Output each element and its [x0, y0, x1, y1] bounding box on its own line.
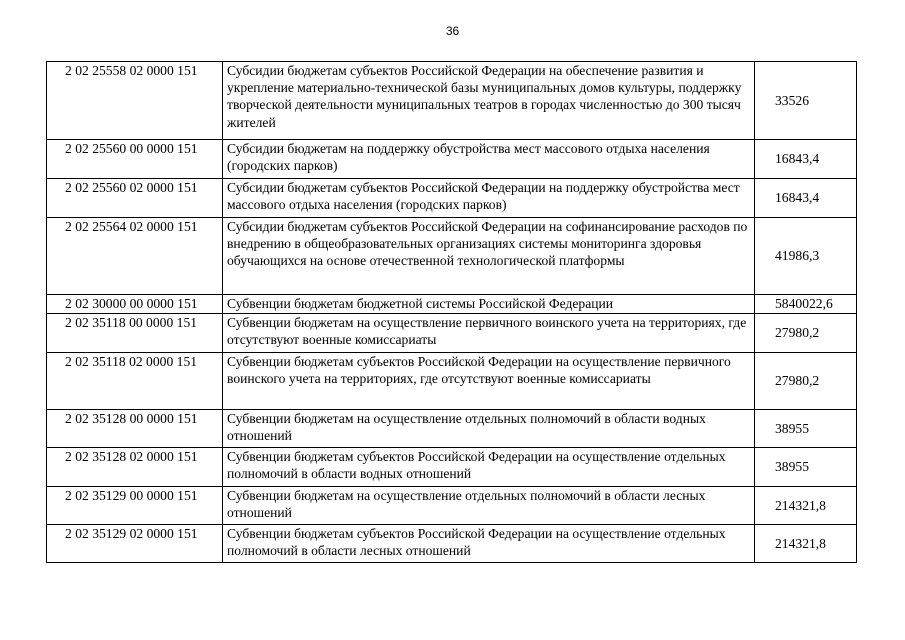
table-row [47, 448, 857, 487]
page-number: 36 [445, 24, 460, 38]
table-row [47, 314, 857, 353]
revenue-code-cell: 2 02 35118 00 0000 151 [47, 314, 223, 353]
revenue-name-cell: Субвенции бюджетам на осуществление первичного воинского учета на территориях, где отсутствуют военные комиссариаты [223, 314, 755, 353]
revenue-code-cell: 2 02 25558 02 0000 151 [47, 62, 223, 140]
amount-cell: 41986,3 [755, 218, 857, 295]
revenue-code-cell: 2 02 25560 02 0000 151 [47, 179, 223, 218]
revenue-code-cell: 2 02 35129 00 0000 151 [47, 487, 223, 525]
table-row [47, 525, 857, 563]
amount-cell: 27980,2 [755, 314, 857, 353]
revenue-name-cell: Субсидии бюджетам субъектов Российской Федерации на поддержку обустройства мест массового отдыха населения (городских парков) [223, 179, 755, 218]
revenue-name-cell: Субвенции бюджетам бюджетной системы Российской Федерации [223, 295, 755, 314]
table-row [47, 487, 857, 525]
amount-cell: 33526 [755, 62, 857, 140]
amount-cell: 38955 [755, 448, 857, 487]
table-row [47, 410, 857, 448]
amount-cell: 38955 [755, 410, 857, 448]
revenue-code-cell: 2 02 25564 02 0000 151 [47, 218, 223, 295]
revenue-name-cell: Субсидии бюджетам субъектов Российской Федерации на софинансирование расходов по внедрению в общеобразовательных организациях системы мониторинга здоровья обучающихся на основе отечественной технологической платформы [223, 218, 755, 295]
revenue-code-cell: 2 02 35128 02 0000 151 [47, 448, 223, 487]
revenue-code-cell: 2 02 35128 00 0000 151 [47, 410, 223, 448]
table-row [47, 353, 857, 410]
amount-cell: 5840022,6 [755, 295, 857, 314]
amount-cell: 16843,4 [755, 179, 857, 218]
revenue-code-cell: 2 02 25560 00 0000 151 [47, 140, 223, 179]
revenue-name-cell: Субвенции бюджетам субъектов Российской Федерации на осуществление первичного воинского учета на территориях, где отсутствуют военные комиссариаты [223, 353, 755, 410]
amount-cell: 16843,4 [755, 140, 857, 179]
table-row [47, 140, 857, 179]
revenue-name-cell: Субсидии бюджетам субъектов Российской Федерации на обеспечение развития и укрепление материально-технической базы муниципальных домов культуры, поддержку творческой деятельности муниципальных театров в городах численностью до 300 тысяч жителей [223, 62, 755, 140]
revenue-name-cell: Субвенции бюджетам на осуществление отдельных полномочий в области лесных отношений [223, 487, 755, 525]
revenue-name-cell: Субвенции бюджетам субъектов Российской Федерации на осуществление отдельных полномочий в области водных отношений [223, 448, 755, 487]
amount-cell: 27980,2 [755, 353, 857, 410]
revenue-name-cell: Субсидии бюджетам на поддержку обустройства мест массового отдыха населения (городских парков) [223, 140, 755, 179]
amount-cell: 214321,8 [755, 525, 857, 563]
table-row [47, 295, 857, 314]
budget-revenue-table [46, 61, 857, 563]
revenue-code-cell: 2 02 35129 02 0000 151 [47, 525, 223, 563]
revenue-code-cell: 2 02 35118 02 0000 151 [47, 353, 223, 410]
revenue-name-cell: Субвенции бюджетам субъектов Российской Федерации на осуществление отдельных полномочий в области лесных отношений [223, 525, 755, 563]
revenue-name-cell: Субвенции бюджетам на осуществление отдельных полномочий в области водных отношений [223, 410, 755, 448]
table-row [47, 179, 857, 218]
amount-cell: 214321,8 [755, 487, 857, 525]
table-row [47, 62, 857, 140]
revenue-code-cell: 2 02 30000 00 0000 151 [47, 295, 223, 314]
table-row [47, 218, 857, 295]
